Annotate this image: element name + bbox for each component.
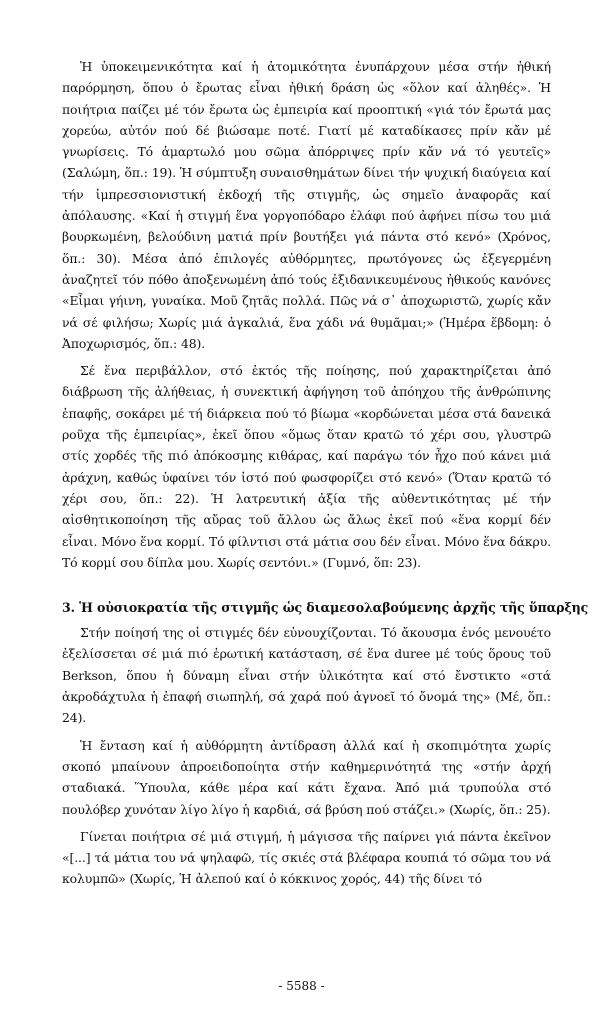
section-paragraph-2: Ἡ ἔνταση καί ἡ αὐθόρμητη ἀντίδραση ἀλλά καί ἡ σκοπιμότητα χωρίς σκοπό μπαίνουν ἀπροειδοποίητα στήν καθημερινότητά της «στήν ἀρχή σταδιακά. Ὕπουλα, κάθε μέρα καί κάτι ἔχανα. Ἀπό μιά τρυπούλα στό πουλόβερ χυνόταν λίγο λίγο ἡ καρδιά, σά βρύση πού στάζει.» (Χωρίς, ὅπ.: 25). — [62, 737, 551, 817]
section-paragraph-1: Στήν ποίησή της οἱ στιγμές δέν εὐνουχίζονται. Τό ἄκουσμα ἑνός μενουέτο ἐξελίσσεται σέ μιά πιό ἐρωτική κατάσταση, σέ ἕνα duree μέ τούς ὅρους τοῦ Berkson, ὅπου ἡ δύναμη εἶναι στήν ὑλικότητα καί στό ἔνστικτο «στά ἀκροδάχτυλα ἡ ἐπαφή σιωπηλή, σά χαρά πού ἀγνοεῖ τό ὄνομά της» (Μέ, ὅπ.: 24). — [62, 625, 551, 726]
body-paragraph-1: Ἡ ὑποκειμενικότητα καί ἡ ἀτομικότητα ἐνυπάρχουν μέσα στήν ἠθική παρόρμηση, ὅπου ὁ ἔρωτας εἶναι ἠθική δράση ὡς «ὅλον καί ἀληθές». Ἡ ποιήτρια παίζει μέ τόν ἔρωτα ὡς ἐμπειρία καί προοπτική «γιά τόν ἔρωτά μας χορεύω, αὐτόν πού δέ βιώσαμε ποτέ. Γιατί μέ καταδίκασες πρίν κἄν μέ γνωρίσεις. Τό ἁμαρτωλό μου σῶμα ἀπόρριψες πρίν κἄν νά τό γευτεῖς» (Σαλώμη, ὅπ.: 19). Ἡ σύμπτυξη συναισθημάτων δίνει τήν ψυχική διαύγεια καί τήν ἰμπρεσσιονιστική ἐκδοχή τῆς στιγμῆς, ὡς σημεῖο ἀναφορᾶς καί ἀπόλαυσης. «Καί ἡ στιγμή ἕνα γοργοπόδαρο ἐλάφι πού ἀφήνει πίσω του μιά βουρκωμένη, βελούδινη ματιά πρίν βουτήξει γιά πάντα στό κενό» (Χρόνος, ὅπ.: 30). Μέσα ἀπό ἐπιλογές αὐθόρμητες, πρωτόγονες ὡς ἐξεγερμένη ἀναζητεῖ τόν πόθο ἀποξενωμένη ἀπό τούς ἐξιδανικευμένους ἠθικούς κανόνες «Εἶμαι γήινη, γυναίκα. Μοῦ ζητᾶς πολλά. Πῶς νά σ᾽ ἀποχωριστῶ, χωρίς κἄν νά σέ φιλήσω; Χωρίς μιά ἀγκαλιά, ἕνα χάδι νά θυμᾶμαι;» (Ἡμέρα ἕβδομη: ὁ Ἀποχωρισμός, ὅπ.: 48). — [62, 59, 551, 351]
section-paragraph-3: Γίνεται ποιήτρια σέ μιά στιγμή, ἡ μάγισσα τῆς παίρνει γιά πάντα ἐκεῖνον «[...] τά μάτια του νά ψηλαφῶ, τίς σκιές στά βλέφαρα κουπιά τό σῶμα του νά κολυμπῶ» (Χωρίς, Ἡ ἀλεπού καί ὁ κόκκινος χορός, 44) τῆς δίνει τό — [62, 828, 551, 887]
body-paragraph-2: Σέ ἕνα περιβάλλον, στό ἐκτός τῆς ποίησης, πού χαρακτηρίζεται ἀπό διάβρωση τῆς ἀλήθειας, ἡ συνεκτική ἀφήγηση τοῦ ἀπόηχου τῆς ἀνθρώπινης ἐπαφῆς, σοκάρει μέ τή διάρκεια πού τό βίωμα «κορδώνεται μέσα στά δανεικά ροῦχα τῆς ἐμπειρίας», ἐκεῖ ὅπου «ὅμως ὅταν κρατῶ τό χέρι σου, γλυστρῶ στίς χορδές τῆς πιό ἀπόκοσμης κιθάρας, καί παράγω τόν ἦχο πού κάνει μιά ἀράχνη, καθώς ὑφαίνει τόν ἱστό πού φωσφορίζει στό κενό» (Ὅταν κρατῶ τό χέρι σου, ὅπ.: 22). Ἡ λατρευτική ἀξία τῆς αὐθεντικότητας μέ τήν αἰσθητικοποίηση τῆς αὔρας τοῦ ἄλλου ὡς ἄλως ἐκεῖ πού «ἕνα κορμί δέν εἶναι. Μόνο ἕνα κορμί. Τό φίλντισι στά μάτια σου δέν εἶναι. Μόνο ἕνα δάκρυ. Τό κορμί σου δίπλα μου. Χωρίς σεντόνι.» (Γυμνό, ὅπ: 23). — [62, 363, 551, 570]
section-heading: 3. Ἡ οὐσιοκρατία τῆς στιγμῆς ὡς διαμεσολαβούμενης ἀρχῆς τῆς ὕπαρξης — [62, 600, 589, 616]
page-number: - 5588 - — [278, 979, 325, 993]
